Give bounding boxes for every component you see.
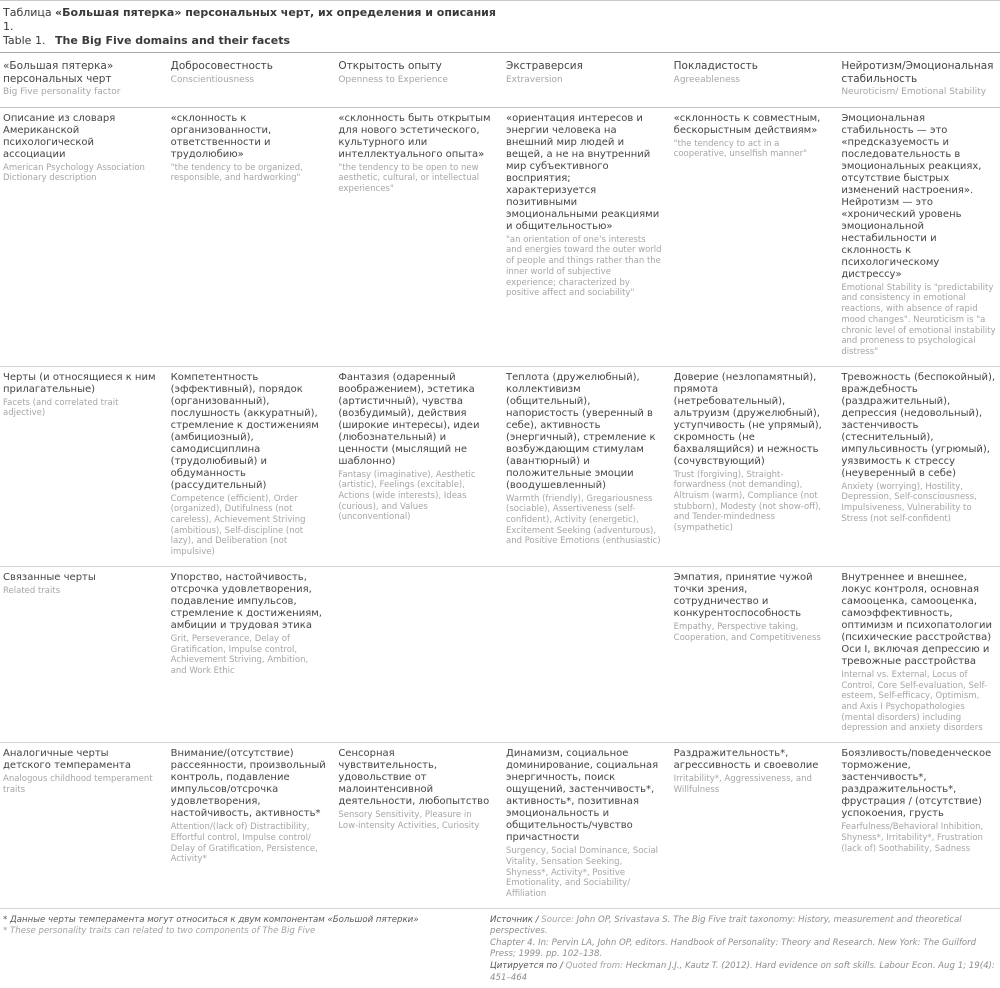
cell-en: Facets (and correlated trait adjective) — [3, 397, 119, 419]
table-cell — [171, 372, 327, 558]
source-text: John OP, Srivastava S. The Big Five trait taxonomy: History, measurement and theoretical perspectives. — [490, 914, 962, 937]
cell-ru: Черты (и относящиеся к ним прилагательные) — [3, 371, 156, 395]
cell-en: Competence (efficient), Order (organized), Dutifulness (not careless), Achievement Striving (ambitious), Self-discipline (not lazy), and Deliberation (not impulsive) — [170, 493, 306, 558]
cell-en: "the tendency to be open to new aesthetic, cultural, or intellectual experiences" — [338, 162, 480, 195]
table-cell — [841, 748, 997, 900]
table-cell — [338, 372, 494, 558]
table-number-ru: Таблица 1. — [3, 6, 52, 34]
source-citation — [490, 915, 997, 985]
asterisk-marker: * — [3, 926, 8, 937]
source-label-en: Source: — [541, 914, 577, 925]
row-label — [3, 572, 159, 734]
row-label — [3, 113, 159, 358]
table-cell — [674, 113, 830, 358]
source-text: Chapter 4. In: Pervin LA, John OP, editors. Handbook of Personality: Theory and Research. New York: The Guilford Press; 1999. pp. 102–138. — [490, 937, 977, 960]
footnote-en-text: These personality traits can related to two components of The Big Five — [7, 926, 316, 937]
header-en: Conscientiousness — [170, 74, 255, 85]
source-line-2 — [490, 938, 997, 961]
table-cell — [841, 113, 997, 358]
cell-ru: Фантазия (одаренный воображением), эстетика (артистичный), чувства (возбудимый), действия (широкие интересы), идеи (любознательный) и ценности (мыслящий не шаблонно) — [338, 371, 480, 467]
header-en: Openness to Experience — [338, 74, 448, 85]
cell-ru: «ориентация интересов и энергии человека на внешний мир людей и вещей, а не на внутренний мир субъективного восприятия; характеризуется позитивными эмоциональными реакциями и общительностью» — [506, 112, 660, 232]
table-cell — [841, 572, 997, 734]
table-cell — [674, 748, 830, 900]
header-ru: Экстраверсия — [506, 60, 583, 73]
quoted-text: Heckman J.J., Kautz T. (2012). Hard evidence on soft skills. Labour Econ. Aug 1; 19(4): 451–464 — [490, 961, 995, 983]
table-cell — [841, 372, 997, 558]
header-en: Neuroticism/ Emotional Stability — [841, 87, 987, 98]
header-big-five-factor — [3, 60, 159, 99]
source-line-1 — [490, 915, 997, 938]
cell-ru: Связанные черты — [3, 571, 96, 583]
cell-ru: Эмоциональная стабильность — это «предсказуемость и последовательность в эмоциональных реакциях, отсутствие быстрых изменений настроения». Нейротизм — это «хронический уровень эмоциональной нестабильности и склонность к психологическому дистрессу» — [841, 112, 982, 280]
table-caption — [0, 4, 1000, 52]
cell-ru: «склонность к совместным, бескорыстным действиям» — [673, 112, 821, 136]
footnote-ru — [3, 915, 476, 927]
header-extraversion — [506, 60, 662, 99]
table-cell — [171, 113, 327, 358]
header-openness — [338, 60, 494, 99]
table-cell — [506, 748, 662, 900]
cell-en: Emotional Stability is "predictability and consistency in emotional reactions, with absence of rapid mood changes". Neuroticism is "a chronic level of emotional instability and proneness to psychological distress" — [841, 282, 996, 357]
header-en: Extraversion — [506, 74, 563, 85]
table-title-ru: «Большая пятерка» персональных черт, их определения и описания — [55, 6, 496, 19]
cell-en: Fearfulness/Behavioral Inhibition, Shyness*, Irritability*, Frustration (lack of) Soothability, Sadness — [841, 822, 984, 854]
cell-en: Irritability*, Aggressiveness, and Willfulness — [673, 774, 812, 795]
table-header-row — [0, 53, 1000, 108]
cell-ru: Доверие (незлопамятный), прямота (нетребовательный), альтруизм (дружелюбный), уступчивость (не упрямый), скромность (не бахвалящийся) и нежность (сочувствующий) — [673, 371, 822, 467]
header-agreeableness — [674, 60, 830, 99]
row-label — [3, 748, 159, 900]
row-apa-description — [0, 108, 1000, 367]
cell-ru: Тревожность (беспокойный), враждебность (раздражительный), депрессия (недовольный), застенчивость (стеснительный), импульсивность (угрюмый), уязвимость к стрессу (неуверенный в себе) — [841, 371, 996, 479]
cell-ru: «склонность быть открытым для нового эстетического, культурного или интеллектуального опыта» — [338, 112, 491, 160]
cell-en: American Psychology Association Dictionary description — [3, 162, 145, 184]
table-cell — [338, 748, 494, 900]
header-conscientiousness — [171, 60, 327, 99]
cell-en: Fantasy (imaginative), Aesthetic (artistic), Feelings (excitable), Actions (wide interests), Ideas (curious), and Values (unconventional) — [338, 469, 476, 523]
header-en: Agreeableness — [673, 74, 740, 85]
cell-en: Attention/(lack of) Distractibility, Effortful control, Impulse control/ Delay of Gratification, Persistence, Activity* — [170, 822, 318, 865]
cell-en: Related traits — [3, 585, 61, 596]
cell-ru: Аналогичные черты детского темперамента — [3, 748, 131, 772]
table-footer — [0, 909, 1000, 988]
cell-ru: Боязливость/поведенческое торможение, застенчивость*, раздражительность*, фрустрация / (отсутствие) успокоения, грусть — [841, 748, 992, 820]
header-ru: Открытость опыту — [338, 60, 442, 73]
table-cell — [506, 113, 662, 358]
source-label-ru: Источник / — [490, 914, 542, 925]
table-cell-empty — [338, 572, 494, 734]
header-en: Big Five personality factor — [3, 87, 121, 98]
quoted-label-en: Quoted from: — [565, 961, 626, 971]
cell-ru: Раздражительность*, агрессивность и своеволие — [673, 748, 819, 772]
table-title-en: The Big Five domains and their facets — [55, 34, 291, 48]
cell-en: Internal vs. External, Locus of Control, Core Self-evaluation, Self-esteem, Self-efficacy, Optimism, and Axis I Psychopathologies (mental disorders) including depression and anxiety disorders — [841, 669, 988, 734]
table-cell — [674, 372, 830, 558]
cell-ru: Сенсорная чувствительность, удовольствие от малоинтенсивной деятельности, любопытство — [338, 748, 490, 808]
table-number-en: Table 1. — [3, 34, 46, 48]
cell-ru: Внутреннее и внешнее, локус контроля, основная самооценка, самооценка, самоэффективность, оптимизм и психопатологии (психические расстройства) Оси I, включая депрессию и тревожные расстройства — [841, 571, 993, 667]
cell-en: "the tendency to be organized, responsible, and hardworking" — [170, 162, 303, 184]
row-facets — [0, 367, 1000, 567]
cell-en: Anxiety (worrying), Hostility, Depression, Self-consciousness, Impulsiveness, Vulnerability to Stress (not self-confident) — [841, 481, 977, 524]
row-childhood-traits — [0, 743, 1000, 909]
row-related-traits — [0, 567, 1000, 743]
footnote-en — [3, 926, 476, 938]
cell-en: Grit, Perseverance, Delay of Gratification, Impulse control, Achievement Striving, Ambition, and Work Ethic — [170, 633, 309, 676]
source-line-3 — [490, 961, 997, 984]
header-neuroticism — [841, 60, 997, 99]
cell-en: "an orientation of one's interests and energies toward the outer world of people and things rather than the inner world of subjective experience; characterized by positive affect and sociability" — [506, 234, 662, 299]
cell-en: Surgency, Social Dominance, Social Vitality, Sensation Seeking, Shyness*, Activity*, Positive Emotionality, and Sociability/ Affiliation — [506, 846, 659, 899]
cell-en: Analogous childhood temperament traits — [3, 774, 153, 795]
table-cell — [338, 113, 494, 358]
cell-en: "the tendency to act in a cooperative, unselfish manner" — [673, 138, 807, 160]
cell-ru: Теплота (дружелюбный), коллективизм (общительный), напористость (уверенный в себе), активность (энергичный), стремление к возбуждающим стимулам (авантюрный) и положительные эмоции (воодушевленный) — [506, 371, 656, 491]
table-caption-en — [3, 34, 997, 48]
quoted-label-ru: Цитируется по / — [490, 961, 566, 971]
asterisk-marker: * — [3, 914, 8, 925]
header-ru: «Большая пятерка» персональных черт — [3, 60, 114, 85]
header-ru: Покладистость — [673, 60, 758, 73]
cell-ru: Динамизм, социальное доминирование, социальная энергичность, поиск ощущений, застенчивость*, активность*, позитивная эмоциональность и общительность/чувство причастности — [506, 748, 659, 844]
cell-ru: Упорство, настойчивость, отсрочка удовлетворения, подавление импульсов, стремление к достижениям, амбиции и трудовая этика — [170, 571, 322, 631]
table-cell — [674, 572, 830, 734]
table-cell — [171, 748, 327, 900]
cell-ru: Описание из словаря Американской психологической ассоциации — [3, 112, 116, 160]
header-ru: Нейротизм/Эмоциональная стабильность — [841, 60, 994, 85]
cell-en: Warmth (friendly), Gregariousness (sociable), Assertiveness (self-confident), Activity (energetic), Excitement Seeking (adventurous), and Positive Emotions (enthusiastic) — [506, 493, 661, 547]
cell-en: Trust (forgiving), Straight-forwardness (not demanding), Altruism (warm), Compliance (not stubborn), Modesty (not show-off), and Tender-mindedness (sympathetic) — [673, 469, 822, 534]
footnote-ru-text: Данные черты темперамента могут относиться к двум компонентам «Большой пятерки» — [7, 914, 419, 925]
row-label — [3, 372, 159, 558]
cell-en: Empathy, Perspective taking, Cooperation, and Competitiveness — [673, 621, 821, 643]
footnote — [3, 915, 490, 985]
cell-ru: Компетентность (эффективный), порядок (организованный), послушность (аккуратный), стремление к достижениям (амбициозный), самодисциплина (трудолюбивый) и обдуманность (рассудительный) — [170, 371, 319, 491]
table-caption-ru — [3, 6, 997, 34]
header-ru: Добросовестность — [170, 60, 273, 73]
cell-ru: Эмпатия, принятие чужой точки зрения, сотрудничество и конкурентоспособность — [673, 571, 813, 619]
table-cell — [506, 372, 662, 558]
cell-en: Sensory Sensitivity, Pleasure in Low-intensity Activities, Curiosity — [338, 810, 480, 831]
cell-ru: Внимание/(отсутствие) рассеянности, произвольный контроль, подавление импульсов/отсрочка удовлетворения, настойчивость, активность* — [170, 748, 326, 820]
table-cell-empty — [506, 572, 662, 734]
table-cell — [171, 572, 327, 734]
cell-ru: «склонность к организованности, ответственности и трудолюбию» — [170, 112, 272, 160]
